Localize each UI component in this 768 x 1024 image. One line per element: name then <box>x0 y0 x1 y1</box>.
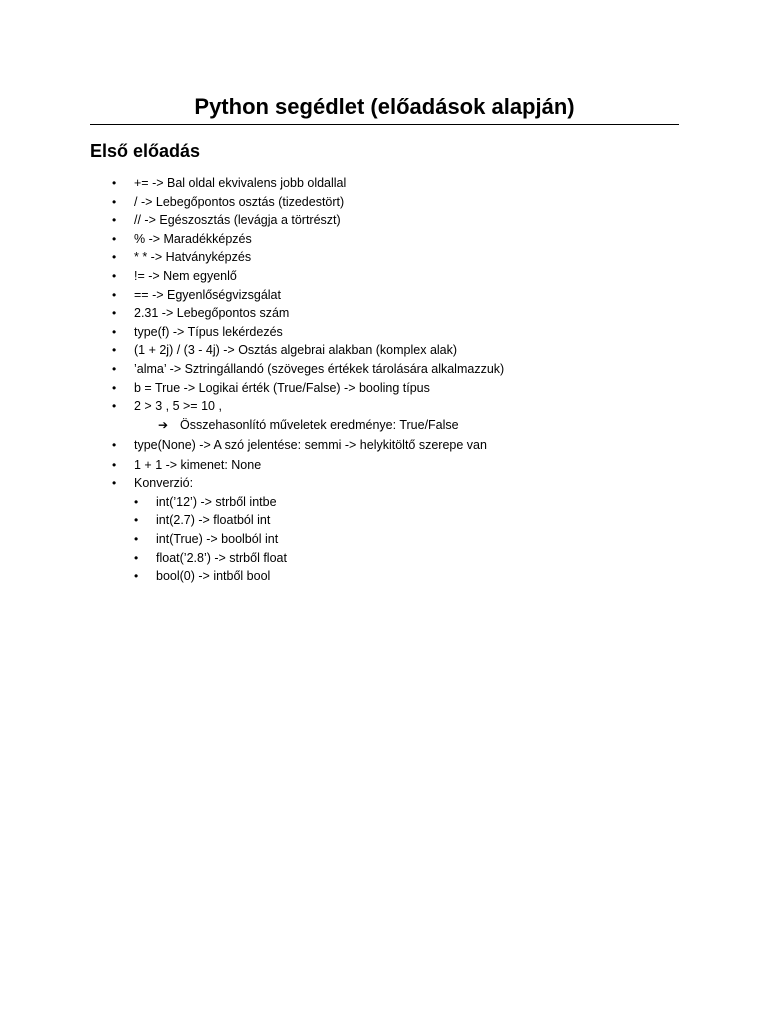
conversion-list <box>134 493 768 586</box>
list-item-text: ’alma’ -> Sztringállandó (szöveges értékek tárolására alkalmazzuk) <box>134 361 505 376</box>
bullet-icon: • <box>112 438 117 452</box>
bullet-icon: • <box>112 268 117 283</box>
list-item-text: type(None) -> A szó jelentése: semmi -> helykitöltő szerepe van <box>134 438 487 452</box>
bullet-icon: • <box>112 250 117 265</box>
list-item <box>0 248 768 267</box>
list-item <box>0 211 768 230</box>
conversion-item-text: int(2.7) -> floatból int <box>156 513 271 528</box>
conversion-item-text: int(True) -> boolból int <box>156 531 279 546</box>
bullet-icon: • <box>112 231 117 246</box>
list-item <box>0 456 768 475</box>
bullet-icon: • <box>134 513 139 528</box>
comparison-note-block <box>0 416 768 435</box>
list-item <box>0 174 768 193</box>
list-item-text: Konverzió: <box>134 476 194 491</box>
list-item-text: % -> Maradékképzés <box>134 231 252 246</box>
bullet-icon: • <box>112 194 117 209</box>
list-item-text: / -> Lebegőpontos osztás (tizedestört) <box>134 194 345 209</box>
document-title: Python segédlet (előadások alapján) <box>194 94 575 119</box>
list-item <box>0 379 768 398</box>
list-item <box>0 436 768 455</box>
list-item-text: 1 + 1 -> kimenet: None <box>134 457 262 472</box>
list-item-text: += -> Bal oldal ekvivalens jobb oldallal <box>134 176 347 190</box>
list-item-text: b = True -> Logikai érték (True/False) -> booling típus <box>134 380 430 395</box>
conversion-item <box>134 567 768 586</box>
bullet-icon: • <box>134 531 139 546</box>
bullet-icon: • <box>112 380 117 395</box>
bullet-icon: • <box>112 457 117 472</box>
list-item-text: type(f) -> Típus lekérdezés <box>134 324 283 339</box>
conversion-item <box>134 493 768 512</box>
list-item <box>0 193 768 212</box>
bullet-icon: • <box>112 213 117 228</box>
list-item-text: == -> Egyenlőségvizsgálat <box>134 287 281 302</box>
list-item <box>0 230 768 249</box>
conversion-item <box>134 530 768 549</box>
bullet-icon: • <box>112 306 117 321</box>
bullet-icon: • <box>112 324 117 339</box>
conversion-item-text: float(’2.8’) -> strből float <box>156 550 287 565</box>
lecture-notes-list-continued <box>0 436 768 586</box>
conversion-item-text: int(’12’) -> strből intbe <box>156 494 277 509</box>
section-heading: Első előadás <box>90 141 201 161</box>
bullet-icon: • <box>112 176 117 190</box>
bullet-icon: • <box>134 494 139 509</box>
list-item <box>0 267 768 286</box>
bullet-icon: • <box>112 343 117 358</box>
list-item <box>0 397 768 416</box>
conversion-item <box>134 549 768 568</box>
title-underline <box>90 124 679 125</box>
bullet-icon: • <box>134 550 139 565</box>
comparison-note <box>0 416 768 435</box>
conversion-item-text: bool(0) -> intből bool <box>156 569 271 584</box>
conversion-item <box>134 511 768 530</box>
list-item-text: 2.31 -> Lebegőpontos szám <box>134 306 290 321</box>
list-item-text: // -> Egészosztás (levágja a törtrészt) <box>134 213 341 228</box>
list-item-text: != -> Nem egyenlő <box>134 268 237 283</box>
list-item <box>0 304 768 323</box>
list-item <box>0 360 768 379</box>
list-item-text: (1 + 2j) / (3 - 4j) -> Osztás algebrai alakban (komplex alak) <box>134 343 458 358</box>
list-item-text: * * -> Hatványképzés <box>134 250 252 265</box>
right-arrow-icon: ➔ <box>158 418 169 432</box>
lecture-notes-list <box>0 174 768 416</box>
bullet-icon: • <box>112 361 117 376</box>
bullet-icon: • <box>112 287 117 302</box>
comparison-note-text: Összehasonlító műveletek eredménye: True/False <box>180 418 459 432</box>
list-item <box>0 286 768 305</box>
bullet-icon: • <box>112 476 117 491</box>
bullet-icon: • <box>112 399 117 414</box>
list-item <box>0 474 768 586</box>
bullet-icon: • <box>134 569 139 584</box>
list-item <box>0 341 768 360</box>
list-item <box>0 323 768 342</box>
list-item-text: 2 > 3 , 5 >= 10 , <box>134 399 222 414</box>
